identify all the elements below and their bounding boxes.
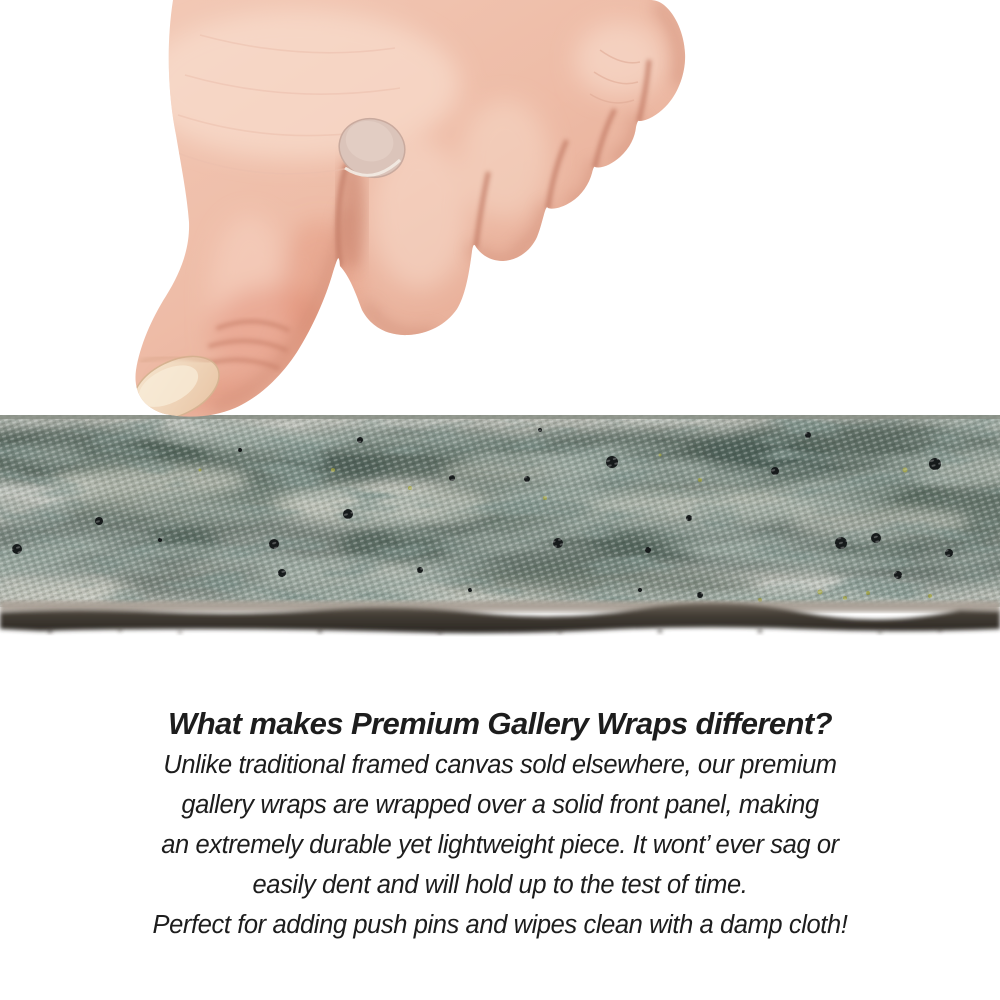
canvas-texture xyxy=(0,415,1000,608)
hand-pressing-canvas xyxy=(123,0,685,432)
description-heading: What makes Premium Gallery Wraps different? xyxy=(168,706,832,741)
canvas-fold-edge xyxy=(0,601,1000,612)
description-line-5: Perfect for adding push pins and wipes clean with a damp cloth! xyxy=(152,911,848,939)
description-line-3: an extremely durable yet lightweight piece. It wont’ ever sag or xyxy=(161,831,839,859)
description-block xyxy=(0,703,1000,945)
description-line-1: Unlike traditional framed canvas sold elsewhere, our premium xyxy=(163,751,837,779)
description-line-4: easily dent and will hold up to the test of time. xyxy=(252,871,748,899)
canvas-strip xyxy=(0,415,1000,635)
description-line-2: gallery wraps are wrapped over a solid front panel, making xyxy=(181,791,819,819)
